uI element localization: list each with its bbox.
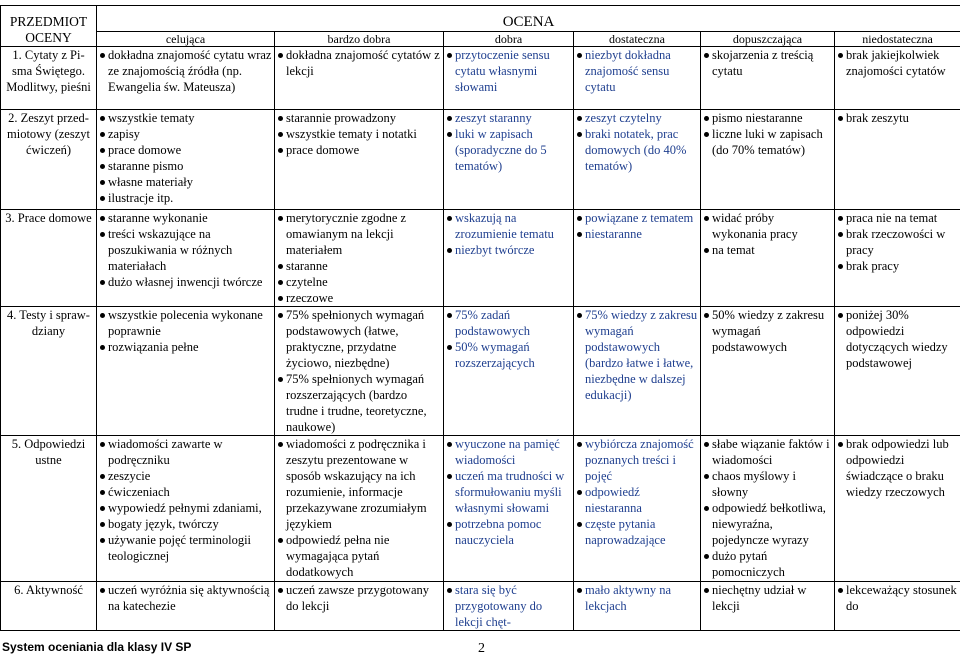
criteria-item: ćwiczeniach — [99, 484, 272, 500]
subject-header-line2: OCENY — [25, 30, 72, 45]
criteria-list — [837, 47, 958, 79]
criteria-list — [576, 436, 698, 548]
criteria-cell — [574, 582, 701, 631]
subject-line: dziany — [31, 324, 66, 338]
criteria-item: brak odpowiedzi lub odpowiedzi świadczące o braku wiedzy rzeczowych — [837, 436, 958, 500]
criteria-item: wiadomości zawarte w podręczniku — [99, 436, 272, 468]
subject-header-line1: PRZEDMIOT — [9, 14, 88, 29]
table-row — [1, 436, 960, 582]
criteria-list — [703, 210, 832, 258]
criteria-item: starannie prowadzony — [277, 110, 441, 126]
criteria-item: częste pytania naprowadzające — [576, 516, 698, 548]
ocena-header: OCENA — [97, 6, 960, 32]
criteria-cell — [97, 47, 275, 110]
subject-cell — [1, 210, 97, 307]
criteria-item: brak pracy — [837, 258, 958, 274]
criteria-item: zeszyt czytelny — [576, 110, 698, 126]
subject-cell — [1, 582, 97, 631]
criteria-item: rozwiązania pełne — [99, 339, 272, 355]
grade-header: dobra — [444, 31, 574, 46]
subject-line: sma Świętego. — [12, 64, 85, 78]
criteria-cell — [574, 210, 701, 307]
subject-cell — [1, 307, 97, 436]
criteria-list — [576, 210, 698, 242]
grade-header-row — [1, 31, 960, 46]
criteria-list — [703, 307, 832, 355]
criteria-item: potrzebna pomoc nauczyciela — [446, 516, 571, 548]
table-row — [1, 210, 960, 307]
criteria-item: pismo niestaranne — [703, 110, 832, 126]
criteria-item: niezbyt twórcze — [446, 242, 571, 258]
criteria-cell — [701, 307, 835, 436]
criteria-list — [446, 307, 571, 371]
criteria-item: własne materiały — [99, 174, 272, 190]
criteria-list — [99, 582, 272, 614]
criteria-cell — [444, 47, 574, 110]
criteria-item: wskazują na zrozumienie tematu — [446, 210, 571, 242]
criteria-item: uczeń ma trudności w sformułowaniu myśli własnymi słowami — [446, 468, 571, 516]
criteria-item: bogaty język, twórczy — [99, 516, 272, 532]
criteria-list — [576, 47, 698, 95]
criteria-item: staranne — [277, 258, 441, 274]
criteria-cell — [97, 307, 275, 436]
table-row — [1, 582, 960, 631]
criteria-item: brak rzeczowości w pracy — [837, 226, 958, 258]
table-row — [1, 47, 960, 110]
criteria-list — [99, 210, 272, 290]
criteria-cell — [574, 436, 701, 582]
criteria-item: na temat — [703, 242, 832, 258]
criteria-list — [277, 110, 441, 158]
criteria-item: powiązane z tematem — [576, 210, 698, 226]
criteria-list — [277, 210, 441, 306]
criteria-list — [837, 110, 958, 126]
criteria-list — [837, 210, 958, 274]
criteria-list — [99, 307, 272, 355]
criteria-item: odpowiedź niestaranna — [576, 484, 698, 516]
criteria-item: niezbyt dokładna znajomość sensu cytatu — [576, 47, 698, 95]
criteria-cell — [701, 210, 835, 307]
criteria-item: merytorycznie zgodne z omawianym na lekcji materiałem — [277, 210, 441, 258]
criteria-item: wszystkie polecenia wykonane poprawnie — [99, 307, 272, 339]
subject-header — [1, 6, 97, 47]
criteria-item: brak jakiejkolwiek znajomości cytatów — [837, 47, 958, 79]
criteria-item: stara się być przygotowany do lekcji chęt- — [446, 582, 571, 630]
criteria-cell — [835, 210, 960, 307]
table-row — [1, 307, 960, 436]
criteria-list — [703, 582, 832, 614]
grading-table — [0, 5, 960, 631]
grade-header: niedostateczna — [835, 31, 960, 46]
footer-title: System oceniania dla klasy IV SP — [2, 640, 192, 654]
criteria-item: mało aktywny na lekcjach — [576, 582, 698, 614]
criteria-list — [446, 582, 571, 630]
subject-line: ćwiczeń) — [25, 143, 72, 157]
page-number: 2 — [478, 641, 485, 656]
criteria-list — [446, 436, 571, 548]
criteria-list — [446, 47, 571, 95]
criteria-item: poniżej 30% odpowiedzi dotyczących wiedzy podstawowej — [837, 307, 958, 371]
criteria-cell — [275, 582, 444, 631]
subject-line: miotowy (zeszyt — [7, 127, 90, 141]
criteria-item: luki w zapisach (sporadyczne do 5 tematów) — [446, 126, 571, 174]
criteria-item: prace domowe — [99, 142, 272, 158]
subject-line: 4. Testy i spraw- — [7, 308, 90, 322]
criteria-item: dużo pytań pomocniczych — [703, 548, 832, 580]
subject-line: Modlitwy, pieśni — [6, 80, 91, 94]
criteria-item: braki notatek, prac domowych (do 40% tematów) — [576, 126, 698, 174]
subject-cell — [1, 436, 97, 582]
criteria-item: praca nie na temat — [837, 210, 958, 226]
criteria-item: ilustracje itp. — [99, 190, 272, 206]
criteria-item: widać próby wykonania pracy — [703, 210, 832, 242]
criteria-cell — [97, 210, 275, 307]
subject-line: 2. Zeszyt przed- — [8, 111, 89, 125]
criteria-cell — [275, 110, 444, 210]
criteria-item: wszystkie tematy — [99, 110, 272, 126]
criteria-item: przytoczenie sensu cytatu własnymi słowami — [446, 47, 571, 95]
criteria-cell — [701, 110, 835, 210]
criteria-item: skojarzenia z treścią cytatu — [703, 47, 832, 79]
criteria-item: wypowiedź pełnymi zdaniami, — [99, 500, 272, 516]
grade-header: dostateczna — [574, 31, 701, 46]
criteria-item: treści wskazujące na poszukiwania w różnych materiałach — [99, 226, 272, 274]
criteria-item: wszystkie tematy i notatki — [277, 126, 441, 142]
subject-line: ustne — [35, 453, 62, 467]
criteria-cell — [574, 47, 701, 110]
criteria-cell — [97, 110, 275, 210]
criteria-cell — [835, 307, 960, 436]
criteria-item: dokładna znajomość cytatów z lekcji — [277, 47, 441, 79]
criteria-item: odpowiedź bełkotliwa, niewyraźna, pojedyncze wyrazy — [703, 500, 832, 548]
criteria-cell — [574, 307, 701, 436]
criteria-list — [99, 436, 272, 564]
criteria-list — [837, 582, 958, 614]
criteria-item: dokładna znajomość cytatu wraz ze znajomością źródła (np. Ewangelia św. Mateusza) — [99, 47, 272, 95]
criteria-cell — [444, 307, 574, 436]
criteria-cell — [97, 582, 275, 631]
criteria-item: słabe wiązanie faktów i wiadomości — [703, 436, 832, 468]
criteria-list — [837, 307, 958, 371]
criteria-cell — [835, 110, 960, 210]
criteria-item: brak zeszytu — [837, 110, 958, 126]
criteria-list — [277, 307, 441, 435]
criteria-item: czytelne — [277, 274, 441, 290]
criteria-item: 75% wiedzy z zakresu wymagań podstawowych (bardzo łatwe i łatwe, niezbędne w dalszej edukacji) — [576, 307, 698, 403]
criteria-item: 75% zadań podstawowych — [446, 307, 571, 339]
criteria-cell — [701, 47, 835, 110]
subject-line: 5. Odpowiedzi — [11, 437, 86, 451]
criteria-item: wyuczone na pamięć wiadomości — [446, 436, 571, 468]
criteria-item: staranne pismo — [99, 158, 272, 174]
criteria-list — [576, 307, 698, 403]
criteria-cell — [275, 47, 444, 110]
criteria-item: niechętny udział w lekcji — [703, 582, 832, 614]
criteria-cell — [701, 582, 835, 631]
criteria-list — [277, 582, 441, 614]
subject-line: 1. Cytaty z Pi- — [12, 48, 85, 62]
table-body — [1, 47, 960, 631]
criteria-list — [837, 436, 958, 500]
criteria-cell — [275, 307, 444, 436]
criteria-item: chaos myślowy i słowny — [703, 468, 832, 500]
criteria-item: wiadomości z podręcznika i zeszytu prezentowane w sposób wskazujący na ich rozumienie, informacje przekazywane zrozumiałym językiem — [277, 436, 441, 532]
criteria-cell — [701, 436, 835, 582]
criteria-item: uczeń wyróżnia się aktywnością na katechezie — [99, 582, 272, 614]
criteria-item: używanie pojęć terminologii teologicznej — [99, 532, 272, 564]
criteria-item: 50% wiedzy z zakresu wymagań podstawowych — [703, 307, 832, 355]
criteria-item: zeszycie — [99, 468, 272, 484]
criteria-cell — [835, 47, 960, 110]
criteria-list — [703, 436, 832, 580]
grade-header: celująca — [97, 31, 275, 46]
subject-cell — [1, 110, 97, 210]
criteria-cell — [444, 582, 574, 631]
criteria-cell — [444, 436, 574, 582]
criteria-item: odpowiedź pełna nie wymagająca pytań dodatkowych — [277, 532, 441, 580]
criteria-item: rzeczowe — [277, 290, 441, 306]
criteria-list — [576, 110, 698, 174]
criteria-cell — [444, 110, 574, 210]
criteria-cell — [835, 436, 960, 582]
criteria-item: wybiórcza znajomość poznanych treści i pojęć — [576, 436, 698, 484]
subject-cell — [1, 47, 97, 110]
criteria-item: staranne wykonanie — [99, 210, 272, 226]
criteria-list — [99, 47, 272, 95]
criteria-item: 75% spełnionych wymagań rozszerzających (bardzo trudne i trudne, teoretyczne, naukowe) — [277, 371, 441, 435]
criteria-item: prace domowe — [277, 142, 441, 158]
criteria-item: lekceważący stosunek do — [837, 582, 958, 614]
criteria-cell — [444, 210, 574, 307]
criteria-item: zapisy — [99, 126, 272, 142]
criteria-item: dużo własnej inwencji twórcze — [99, 274, 272, 290]
subject-line: 6. Aktywność — [14, 583, 83, 597]
criteria-item: 75% spełnionych wymagań podstawowych (łatwe, praktyczne, przydatne życiowo, niezbędne) — [277, 307, 441, 371]
criteria-list — [446, 210, 571, 258]
subject-line: 3. Prace domowe — [5, 211, 92, 225]
criteria-list — [576, 582, 698, 614]
grade-header: bardzo dobra — [275, 31, 444, 46]
criteria-list — [446, 110, 571, 174]
criteria-list — [703, 47, 832, 79]
criteria-cell — [97, 436, 275, 582]
criteria-list — [703, 110, 832, 158]
table-row — [1, 110, 960, 210]
criteria-list — [277, 436, 441, 580]
criteria-item: uczeń zawsze przygotowany do lekcji — [277, 582, 441, 614]
criteria-cell — [574, 110, 701, 210]
criteria-item: liczne luki w zapisach (do 70% tematów) — [703, 126, 832, 158]
criteria-item: zeszyt staranny — [446, 110, 571, 126]
criteria-list — [277, 47, 441, 79]
criteria-cell — [275, 436, 444, 582]
criteria-item: niestaranne — [576, 226, 698, 242]
criteria-cell — [275, 210, 444, 307]
criteria-item: 50% wymagań rozszerzających — [446, 339, 571, 371]
grade-header: dopuszczająca — [701, 31, 835, 46]
criteria-cell — [835, 582, 960, 631]
criteria-list — [99, 110, 272, 206]
